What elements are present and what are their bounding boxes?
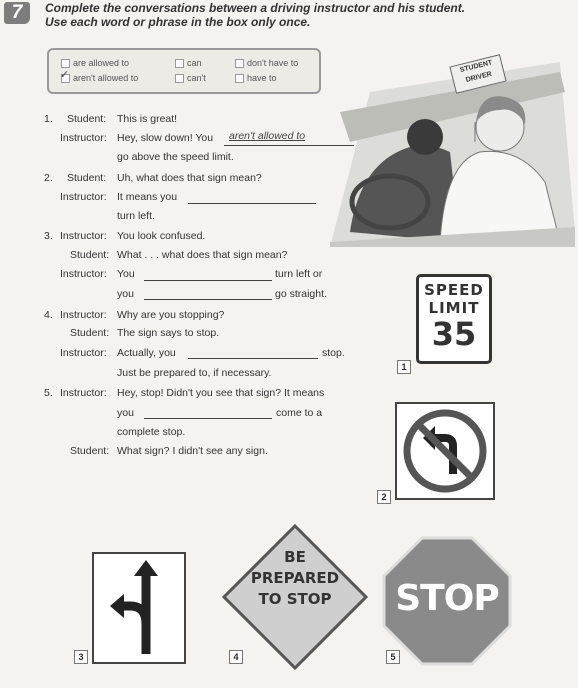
be-prepared-line-3: TO STOP [258,590,332,608]
sign-label-3: 3 [74,650,88,664]
word-can: can [187,58,202,68]
sign-label-1: 1 [397,360,411,374]
be-prepared-line-2: PREPARED [250,569,340,587]
item-number: 1. [44,113,53,125]
dialogue-text: Uh, what does that sign mean? [117,172,262,184]
dialogue-text: The sign says to stop. [117,327,220,339]
sign-label-2: 2 [377,490,391,504]
dialogue-text: come to a [276,407,323,419]
word-cant: can't [187,73,206,83]
left-or-straight-arrow-icon [94,554,184,662]
dialogue-text: you [117,288,134,300]
checkbox-are-allowed-to[interactable] [61,59,70,68]
dialogue-text: Just be prepared to, if necessary. [117,367,272,379]
dialogue-text: It means you [117,191,178,203]
car-illustration [330,52,575,247]
sign-label-5: 5 [386,650,400,664]
be-prepared-text [235,547,355,610]
dialogue-text: go straight. [275,288,327,300]
word-are-allowed-to: are allowed to [73,58,130,68]
dialogue-text: What . . . what does that sign mean? [117,249,288,261]
speaker-label: Instructor: [60,230,107,242]
speaker-label: Student: [70,249,110,261]
dialogue-text: you [117,407,134,419]
word-dont-have-to: don't have to [247,58,299,68]
speaker-label: Instructor: [60,268,107,280]
item-number: 3. [44,230,53,242]
speaker-label: Instructor: [60,132,107,144]
instruction-line-2: Use each word or phrase in the box only once. [45,15,311,29]
car-sign-line-2: DRIVER [465,70,493,84]
answer-blank-2[interactable] [188,203,316,204]
left-or-straight-sign [92,552,186,664]
speaker-label: Student: [70,327,110,339]
speaker-label: Student: [70,445,110,457]
speed-limit-sign [416,274,492,364]
item-number: 2. [44,172,53,184]
item-number: 4. [44,309,53,321]
filled-answer-1: aren't allowed to [229,130,306,142]
dialogue-text: Hey, stop! Didn't you see that sign? It means [117,387,325,399]
stop-text: STOP [395,578,499,619]
dialogue-text: You look confused. [117,230,206,242]
dialogue-text: complete stop. [117,426,186,438]
speaker-label: Student: [67,172,107,184]
word-box [47,48,321,94]
speaker-label: Student: [67,113,107,125]
dialogue-text: What sign? I didn't see any sign. [117,445,268,457]
dialogue-text: stop. [322,347,345,359]
answer-blank-4[interactable] [188,358,318,359]
dialogue-text: Why are you stopping? [117,309,225,321]
stop-sign [382,536,512,666]
dialogue-text: go above the speed limit. [117,151,234,163]
speed-limit-value: 35 [431,315,477,353]
speaker-label: Instructor: [60,191,107,203]
speed-limit-line-1: SPEED [424,281,484,299]
check-mark-icon: ✓ [60,69,70,81]
dialogue-text: Actually, you [117,347,176,359]
dialogue-text: Hey, slow down! You [117,132,214,144]
word-have-to: have to [247,73,277,83]
be-prepared-line-1: BE [284,548,306,566]
dialogue-text: This is great! [117,113,178,125]
checkbox-have-to[interactable] [235,74,244,83]
checkbox-cant[interactable] [175,74,184,83]
answer-blank-5[interactable] [144,418,272,419]
speaker-label: Instructor: [60,309,107,321]
speaker-label: Instructor: [60,387,107,399]
speed-limit-line-2: LIMIT [428,299,480,317]
checkbox-dont-have-to[interactable] [235,59,244,68]
checkbox-can[interactable] [175,59,184,68]
dialogue-text: You [117,268,135,280]
word-arent-allowed-to: aren't allowed to [73,73,139,83]
instruction-line-1: Complete the conversations between a driving instructor and his student. [45,1,466,15]
dialogue-text: turn left. [117,210,155,222]
answer-blank-3b[interactable] [144,299,272,300]
sign-label-4: 4 [229,650,243,664]
no-left-turn-icon [397,404,493,498]
car-sign-line-1: STUDENT [459,59,494,75]
exercise-number: 7 [4,2,30,24]
no-left-turn-sign [395,402,495,500]
speaker-label: Instructor: [60,347,107,359]
answer-blank-3a[interactable] [144,280,272,281]
item-number: 5. [44,387,53,399]
dialogue-text: turn left or [275,268,323,280]
